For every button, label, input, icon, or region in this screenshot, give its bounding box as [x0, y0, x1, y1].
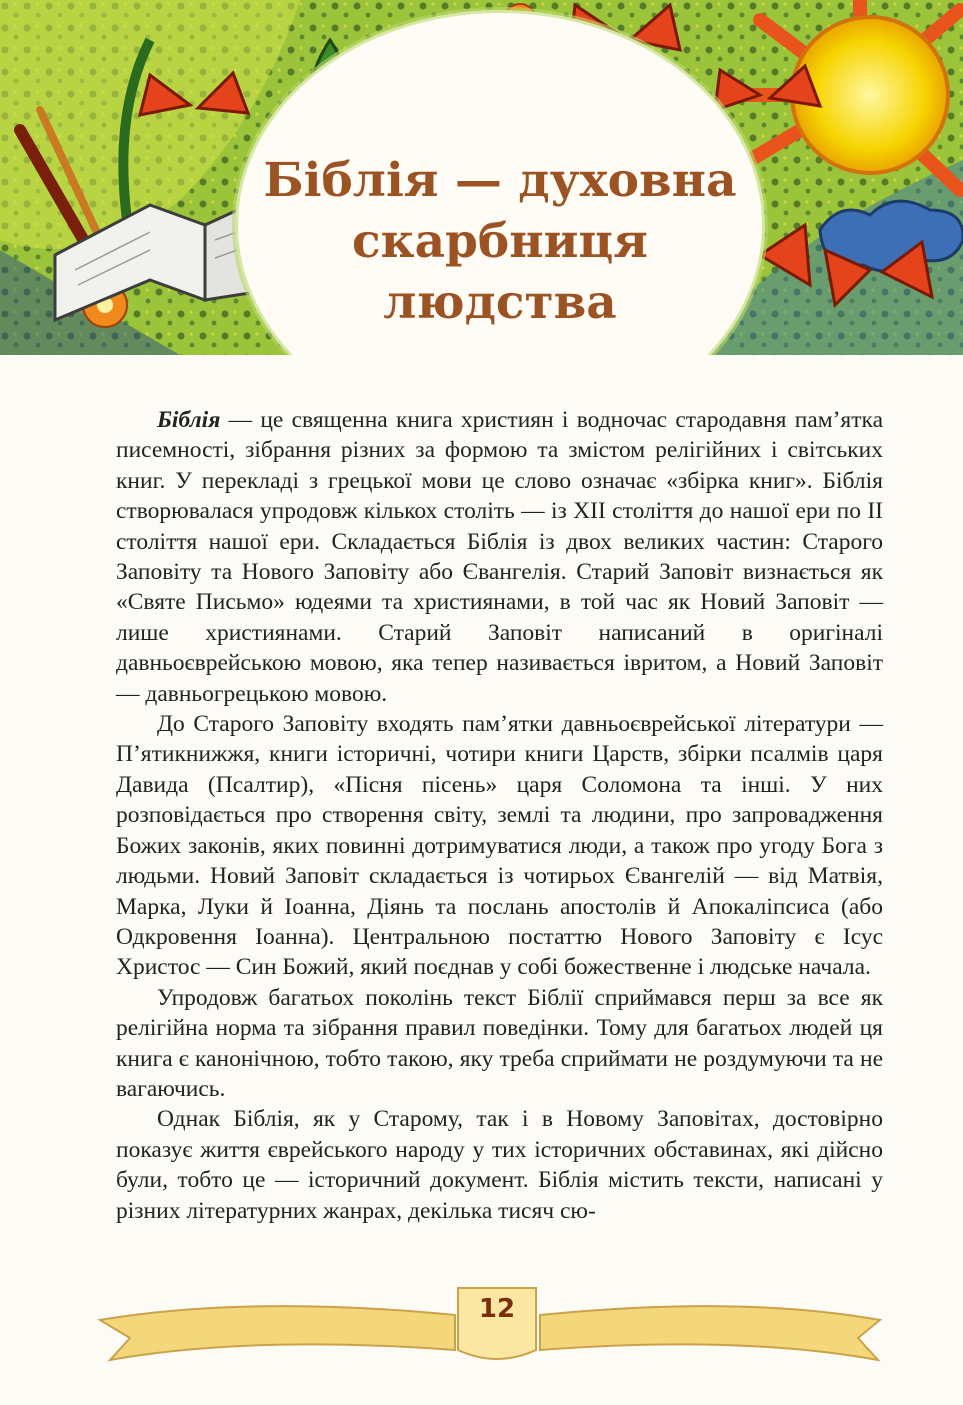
page-title: [200, 150, 800, 333]
paragraph: Однак Біблія, як у Старому, так і в Новому Заповітах, достовірно показує життя єврейського народу у тих історичних обставинах, які дійсно були, тобто це — історичний документ. Біблія містить тексти, написані у різних літературних жанрах, декілька тисяч сю-: [116, 1106, 883, 1224]
title-line: людства: [383, 275, 617, 330]
title-line: Біблія — духовна: [263, 153, 737, 208]
paragraph-text: — це священна книга християн і водночас стародавня пам’ятка писемності, зібрання різних за формою та змістом релігійних і світських книг. У перекладі з грецької мови це слово означає «збірка книг». Біблія створювалася упродовж кількох століть — із XII століття до нашої ери по II століття нашої ери. Складається Біблія із двох великих частин: Старого Заповіту та Нового Заповіту або Євангелія. Старий Заповіт визнається як «Святе Письмо» юдеями та християнами, в той час як Новий Заповіт — лише християнами. Старий Заповіт написаний в оригіналі давньоєврейською мовою, яка тепер називається івритом, а Новий Заповіт — давньогрецькою мовою.: [116, 407, 883, 707]
paragraph: [116, 405, 883, 709]
paragraph: Упродовж багатьох поколінь текст Біблії сприймався перш за все як релігійна норма та зібрання правил поведінки. Тому для багатьох людей ця книга є канонічною, тобто такою, яку треба сприймати не роздумуючи та не вагаючись.: [116, 984, 883, 1102]
article-body: [116, 405, 883, 1226]
term-emphasis: Біблія: [157, 407, 221, 433]
paragraph: До Старого Заповіту входять пам’ятки давньоєврейської літератури — П’ятикнижжя, книги історичні, чотири книги Царств, збірки псалмів царя Давида (Псалтир), «Пісня пісень» царя Соломона та інші. У них розповідається про створення світу, землі та людини, про запровадження Божих законів, яких повинні дотримуватися люди, а також про угоду Бога з людьми. Новий Заповіт складається із чотирьох Євангелій — від Матвія, Марка, Луки й Іоанна, Діянь та послань апостолів й Апокаліпсиса (або Одкровення Іоанна). Центральною постаттю Нового Заповіту є Ісус Христос — Син Божий, який поєднав у собі божественне і людське начала.: [116, 711, 883, 981]
page-number: 12: [478, 1294, 516, 1324]
title-line: скарбниця: [352, 214, 648, 269]
